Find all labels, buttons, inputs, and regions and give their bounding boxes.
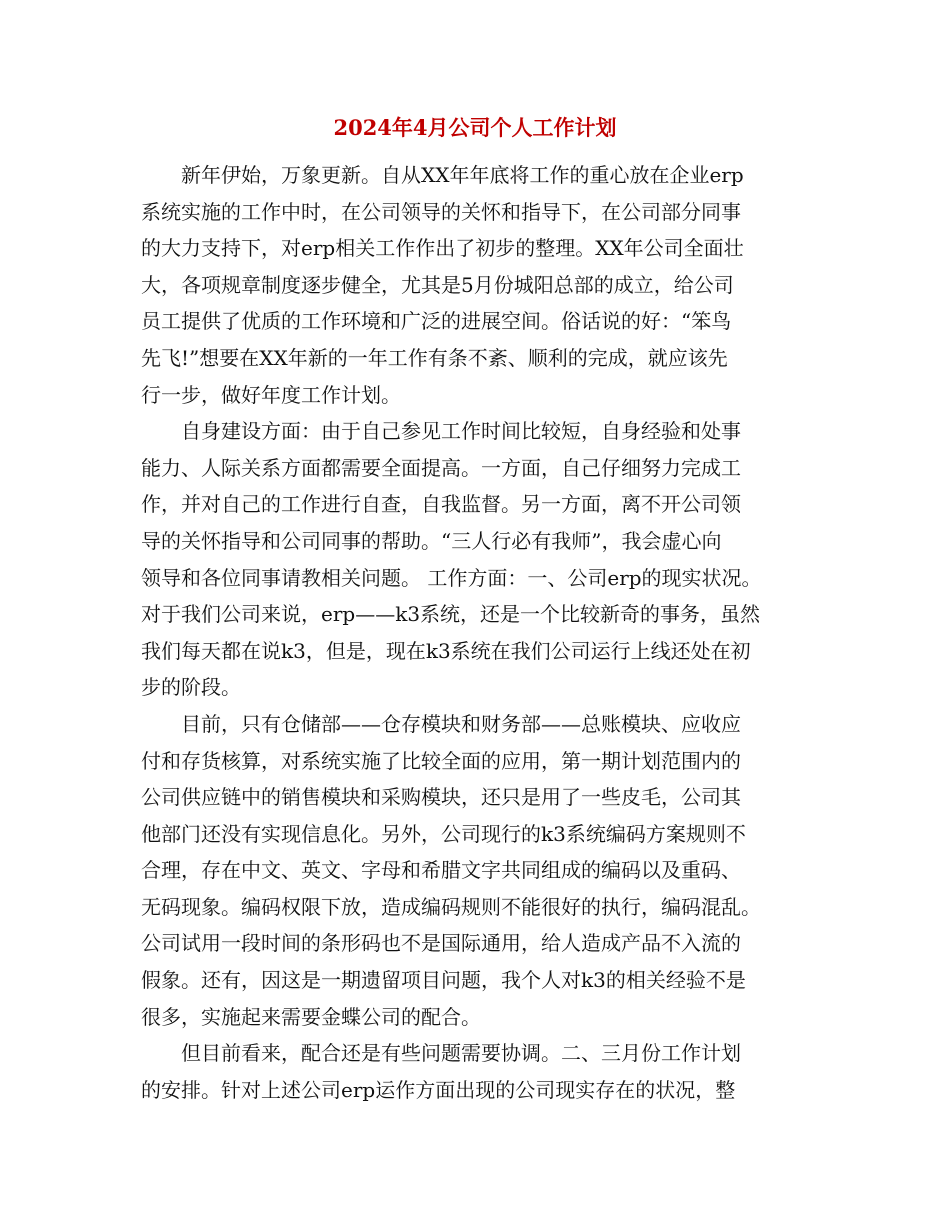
text-line: 作，并对自己的工作进行自查，自我监督。另一方面，离不开公司领 bbox=[141, 492, 741, 517]
text-line: 步的阶段。 bbox=[141, 675, 241, 700]
document-body bbox=[141, 157, 821, 1108]
text-line: 公司供应链中的销售模块和采购模块，还只是用了一些皮毛，公司其 bbox=[141, 785, 741, 810]
text-line: 他部门还没有实现信息化。另外，公司现行的k3系统编码方案规则不 bbox=[141, 821, 746, 846]
document-title: 2024年4月公司个人工作计划 bbox=[333, 115, 617, 140]
text-line: 我们每天都在说k3，但是，现在k3系统在我们公司运行上线还处在初 bbox=[141, 638, 751, 663]
text-line: 的安排。针对上述公司erp运作方面出现的公司现实存在的状况，整 bbox=[141, 1077, 736, 1102]
text-line: 无码现象。编码权限下放，造成编码规则不能很好的执行，编码混乱。 bbox=[141, 894, 761, 919]
text-line: 自身建设方面：由于自己参见工作时间比较短，自身经验和处事 bbox=[141, 419, 741, 444]
text-line: 新年伊始，万象更新。自从XX年年底将工作的重心放在企业erp bbox=[141, 163, 744, 187]
text-line: 系统实施的工作中时，在公司领导的关怀和指导下，在公司部分同事 bbox=[141, 199, 741, 224]
text-line: 导的关怀指导和公司同事的帮助。“三人行必有我师”，我会虚心向 bbox=[141, 528, 722, 553]
text-line: 假象。还有，因这是一期遗留项目问题，我个人对k3的相关经验不是 bbox=[141, 968, 746, 993]
text-line: 大，各项规章制度逐步健全，尤其是5月份城阳总部的成立，给公司 bbox=[141, 272, 734, 297]
text-line: 但目前看来，配合还是有些问题需要协调。二、三月份工作计划 bbox=[141, 1041, 741, 1066]
text-line: 行一步，做好年度工作计划。 bbox=[141, 382, 401, 407]
text-line: 公司试用一段时间的条形码也不是国际通用，给人造成产品不入流的 bbox=[141, 931, 741, 956]
text-line: 对于我们公司来说，erp——k3系统，还是一个比较新奇的事务，虽然 bbox=[141, 602, 761, 627]
text-line: 员工提供了优质的工作环境和广泛的进展空间。俗话说的好：“笨鸟 bbox=[141, 309, 732, 334]
text-line: 付和存货核算，对系统实施了比较全面的应用，第一期计划范围内的 bbox=[141, 748, 741, 773]
text-line: 合理，存在中文、英文、字母和希腊文字共同组成的编码以及重码、 bbox=[141, 858, 741, 883]
text-line: 领导和各位同事请教相关问题。 工作方面：一、公司erp的现实状况。 bbox=[141, 565, 762, 590]
text-line: 的大力支持下，对erp相关工作作出了初步的整理。XX年公司全面壮 bbox=[141, 236, 744, 261]
text-line: 目前，只有仓储部——仓存模块和财务部——总账模块、应收应 bbox=[141, 711, 741, 736]
text-line: 很多，实施起来需要金蝶公司的配合。 bbox=[141, 1004, 481, 1029]
text-line: 先飞!”想要在XX年新的一年工作有条不紊、顺利的完成，就应该先 bbox=[141, 345, 728, 370]
text-line: 能力、人际关系方面都需要全面提高。一方面，自己仔细努力完成工 bbox=[141, 455, 741, 480]
